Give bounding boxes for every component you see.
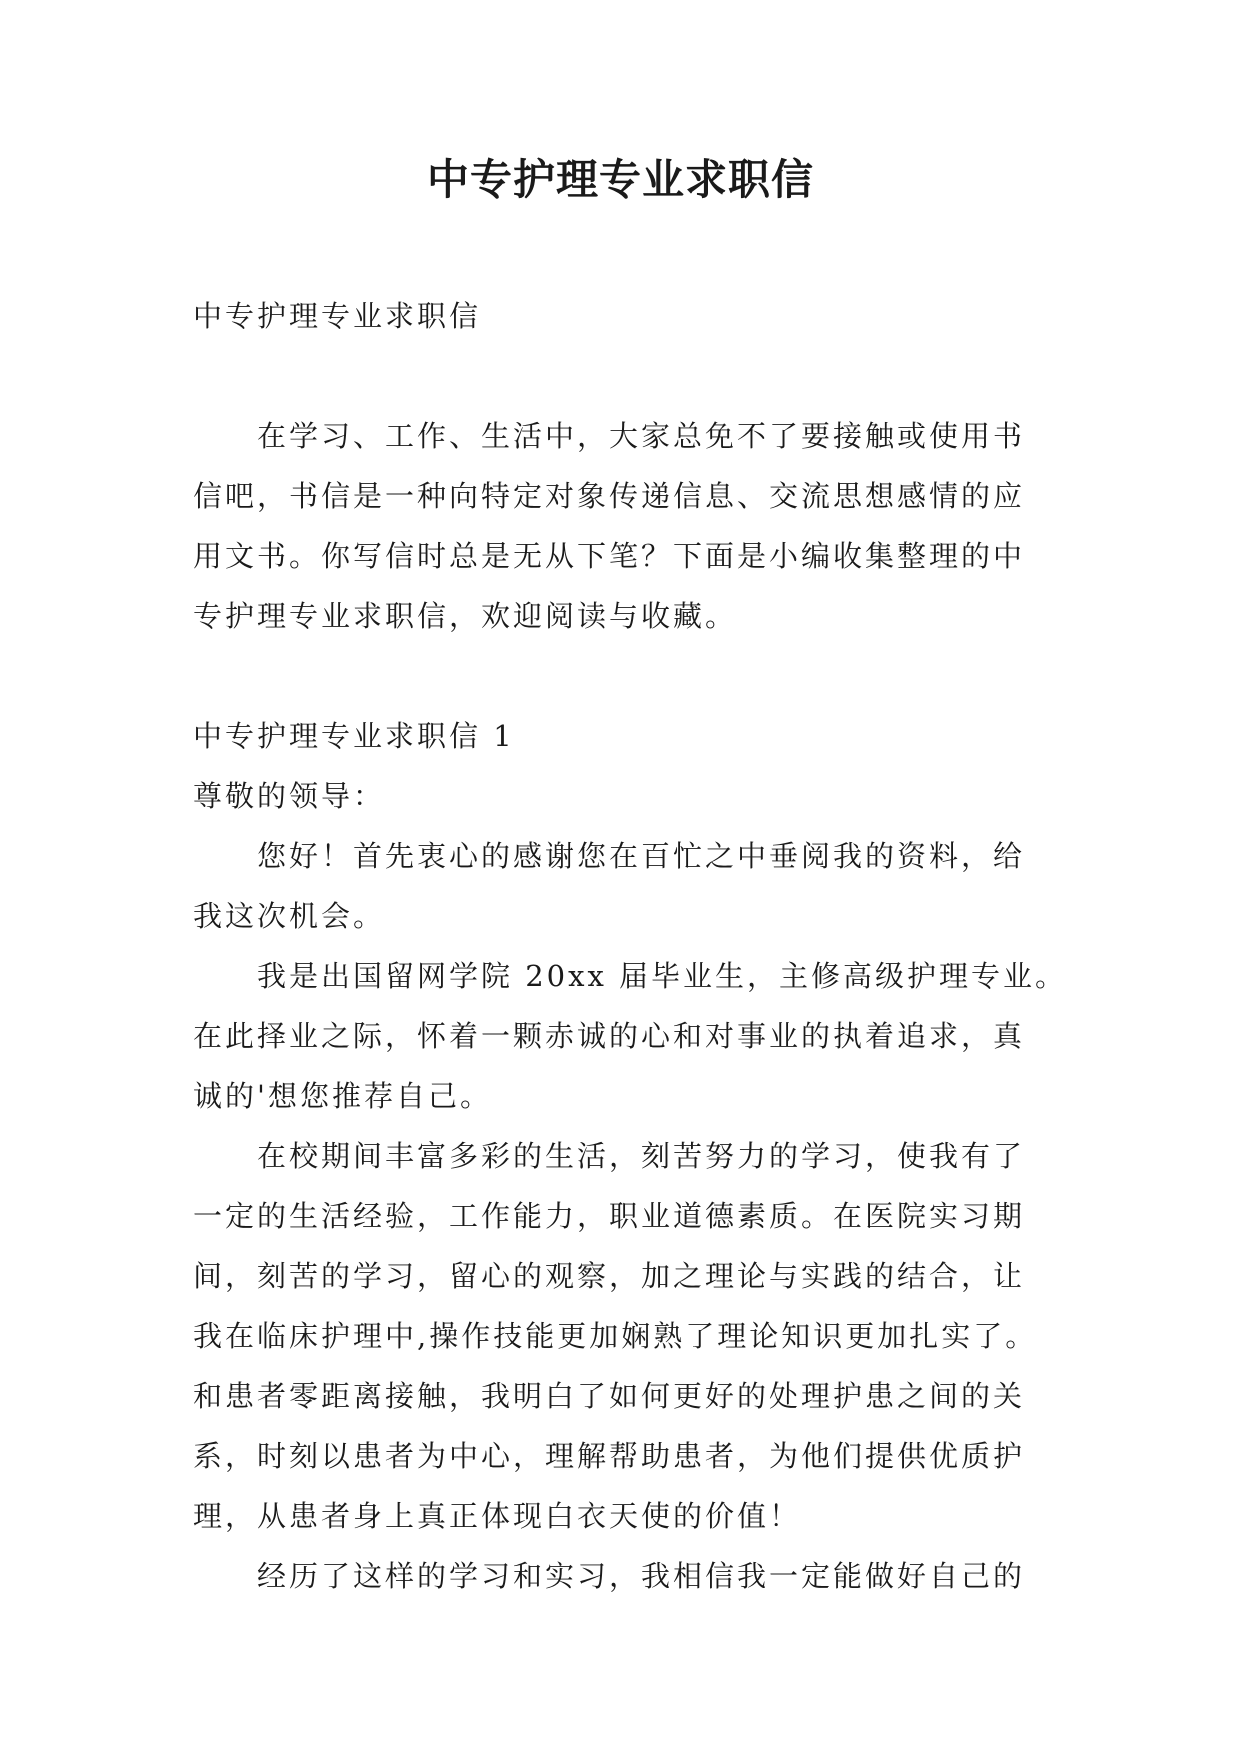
paragraph-line: 我在临床护理中,操作技能更加娴熟了理论知识更加扎实了。	[193, 1319, 1038, 1353]
paragraph-line: 和患者零距离接触，我明白了如何更好的处理护患之间的关	[193, 1379, 1026, 1413]
intro-line: 专护理专业求职信，欢迎阅读与收藏。	[193, 599, 738, 633]
intro-paragraph	[193, 406, 1063, 646]
spacer	[193, 346, 1063, 406]
document-title: 中专护理专业求职信	[426, 155, 814, 204]
paragraph-line: 间，刻苦的学习，留心的观察，加之理论与实践的结合，让	[193, 1259, 1026, 1293]
salutation: 尊敬的领导：	[193, 779, 386, 813]
paragraph-line: 系，时刻以患者为中心，理解帮助患者，为他们提供优质护	[193, 1439, 1026, 1473]
letter-paragraph	[193, 946, 1068, 1126]
letter-paragraph	[193, 1126, 1063, 1546]
paragraph-line: 诚的'想您推荐自己。	[193, 1079, 492, 1113]
letter-paragraph	[193, 1546, 1063, 1606]
paragraph-line: 您好！首先衷心的感谢您在百忙之中垂阅我的资料，给	[257, 839, 1026, 873]
section-heading: 中专护理专业求职信 1	[193, 719, 515, 753]
letter-paragraph	[193, 826, 1063, 946]
intro-line: 信吧，书信是一种向特定对象传递信息、交流思想感情的应	[193, 479, 1026, 513]
paragraph-line: 一定的生活经验，工作能力，职业道德素质。在医院实习期	[193, 1199, 1026, 1233]
spacer	[193, 646, 1063, 706]
paragraph-line: 我是出国留网学院 20xx 届毕业生，主修高级护理专业。	[257, 959, 1068, 993]
paragraph-line: 在校期间丰富多彩的生活，刻苦努力的学习，使我有了	[257, 1139, 1026, 1173]
intro-line: 用文书。你写信时总是无从下笔？下面是小编收集整理的中	[193, 539, 1026, 573]
paragraph-line: 理，从患者身上真正体现白衣天使的价值！	[193, 1499, 802, 1533]
document-body	[193, 286, 1068, 1606]
intro-line: 在学习、工作、生活中，大家总免不了要接触或使用书	[257, 419, 1026, 453]
paragraph-line: 经历了这样的学习和实习，我相信我一定能做好自己的	[257, 1559, 1026, 1593]
paragraph-line: 在此择业之际，怀着一颗赤诚的心和对事业的执着追求，真	[193, 1019, 1026, 1053]
document-subtitle: 中专护理专业求职信	[193, 299, 482, 333]
paragraph-line: 我这次机会。	[193, 899, 386, 933]
